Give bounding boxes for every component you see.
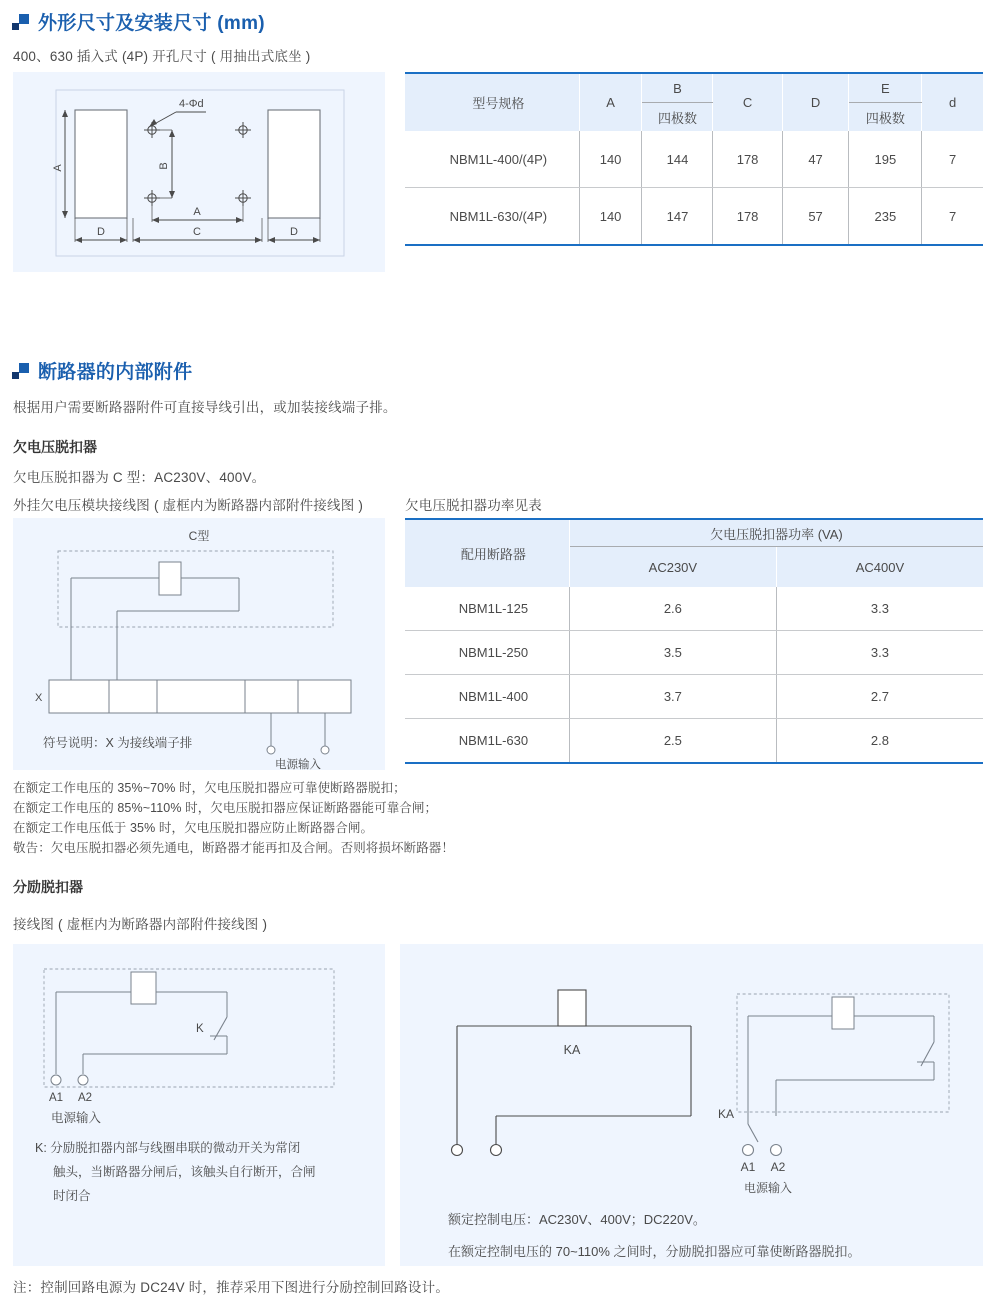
power-input-label: 电源输入 [744, 1181, 793, 1195]
note-line: 敬告：欠电压脱扣器必须先通电，断路器才能再扣及合闸。否则将损坏断路器！ [13, 841, 455, 855]
power-input-label: 电源输入 [51, 1111, 102, 1125]
undervoltage-wiring-diagram [13, 518, 385, 770]
diagram-type-label: C型 [188, 529, 210, 543]
cell-ac400: 2.7 [776, 675, 983, 719]
th-C: C [713, 73, 782, 131]
table-row [405, 719, 983, 764]
square-bullet-icon [12, 363, 29, 379]
coil-label-KA: KA [563, 1043, 581, 1057]
dim-label-B: B [158, 162, 170, 170]
th-model: 型号规格 [405, 73, 579, 131]
cell-breaker: NBM1L-125 [405, 587, 569, 631]
dim-label-C: C [193, 226, 201, 238]
note-line: 在额定工作电压低于 35% 时，欠电压脱扣器应防止断路器合闸。 [13, 821, 374, 835]
cell-breaker: NBM1L-630 [405, 719, 569, 764]
shunt-right-wiring-panel [400, 944, 983, 1266]
cell-ac230: 3.7 [569, 675, 776, 719]
cell-E: 195 [849, 131, 922, 188]
shunt-left-wiring-panel [13, 944, 385, 1266]
th-D: D [782, 73, 849, 131]
cell-B: 144 [642, 131, 713, 188]
th-ac230: AC230V [569, 547, 776, 588]
table-header-row [405, 519, 983, 547]
th-E: E [849, 73, 922, 103]
undervoltage-power-table [405, 518, 983, 764]
terminal-strip-symbol: X [35, 692, 43, 704]
power-input-label: 电源输入 [275, 759, 321, 770]
th-ac400: AC400V [855, 559, 905, 575]
cell-A: 140 [579, 131, 642, 188]
mounting-hole-drawing [13, 72, 385, 272]
shunt-note-line: 触头，当断路器分闸后，该触头自行断开，合闸 [53, 1165, 316, 1179]
cell-A: 140 [579, 188, 642, 246]
table-header-row [405, 73, 983, 103]
table-row [405, 587, 983, 631]
cell-ac400: 2.8 [776, 719, 983, 764]
symbol-legend: 符号说明：X 为接线端子排 [43, 736, 193, 750]
square-bullet-icon [12, 14, 29, 30]
shunt-right-note-line: 额定控制电压：AC230V、400V；DC220V。 [448, 1212, 706, 1227]
cell-ac230: 2.6 [569, 587, 776, 631]
accessories-intro: 根据用户需要断路器附件可直接导线引出，或加装接线端子排。 [13, 400, 397, 415]
shunt-note-line: 时闭合 [53, 1189, 91, 1203]
shunt-diagram-caption: 接线图 ( 虚框内为断路器内部附件接线图 ) [13, 917, 268, 932]
shunt-right-wiring-diagram [400, 944, 983, 1266]
section-title-text: 断路器的内部附件 [38, 362, 193, 383]
th-d: d [922, 73, 983, 131]
cell-ac400: 3.3 [776, 631, 983, 675]
th-A: A [579, 73, 642, 131]
table-row [405, 131, 983, 188]
th-power-group: 欠电压脱扣器功率 (VA) [569, 519, 983, 547]
terminal-label-A2: A2 [770, 1160, 786, 1174]
terminal-label-A2: A2 [77, 1092, 93, 1104]
undervoltage-power-table-wrapper [405, 518, 983, 764]
cell-model: NBM1L-400/(4P) [405, 131, 579, 188]
cell-d: 7 [922, 131, 983, 188]
cell-E: 235 [849, 188, 922, 246]
th-E-sub: 四极数 [849, 103, 922, 132]
footer-note: 注：控制回路电源为 DC24V 时，推荐采用下图进行分励控制回路设计。 [13, 1280, 450, 1295]
undervoltage-wiring-panel [13, 518, 385, 770]
cell-C: 178 [713, 188, 782, 246]
cell-breaker: NBM1L-250 [405, 631, 569, 675]
table-row [405, 631, 983, 675]
cell-breaker: NBM1L-400 [405, 675, 569, 719]
dimensions-subtitle: 400、630 插入式 (4P) 开孔尺寸 ( 用抽出式底坐 ) [13, 49, 311, 64]
cell-model: NBM1L-630/(4P) [405, 188, 579, 246]
cell-ac400: 3.3 [776, 587, 983, 631]
dim-label-A-vertical: A [52, 164, 64, 172]
shunt-right-note-line: 在额定控制电压的 70~110% 之间时，分励脱扣器应可靠使断路器脱扣。 [448, 1244, 861, 1259]
th-breaker: 配用断路器 [405, 519, 569, 587]
shunt-title: 分励脱扣器 [13, 879, 83, 895]
section-title-text: 外形尺寸及安装尺寸 (mm) [38, 13, 265, 34]
shunt-note-line: K: 分励脱扣器内部与线圈串联的微动开关为常闭 [35, 1141, 301, 1155]
note-line: 在额定工作电压的 35%~70% 时，欠电压脱扣器应可靠使断路器脱扣； [13, 781, 406, 795]
note-line: 在额定工作电压的 85%~110% 时，欠电压脱扣器应保证断路器能可靠合闸； [13, 801, 438, 815]
dim-label-D-left: D [97, 226, 105, 238]
cell-D: 57 [782, 188, 849, 246]
cell-D: 47 [782, 131, 849, 188]
table-row [405, 188, 983, 246]
undervoltage-notes [13, 778, 613, 858]
dim-label-D-right: D [290, 226, 298, 238]
mounting-dimension-figure-panel [13, 72, 385, 272]
undervoltage-diagram-caption: 外挂欠电压模块接线图 ( 虚框内为断路器内部附件接线图 ) [13, 498, 364, 513]
th-B-sub: 四极数 [642, 103, 713, 132]
section-heading-dimensions [12, 8, 265, 35]
switch-label-K: K [196, 1023, 204, 1035]
terminal-label-A1: A1 [48, 1092, 64, 1104]
cell-B: 147 [642, 188, 713, 246]
dimension-table-wrapper [405, 72, 983, 246]
table-row [405, 675, 983, 719]
dim-label-4-phi-d: 4-Φd [179, 98, 204, 110]
shunt-left-wiring-diagram [13, 944, 385, 1266]
undervoltage-title: 欠电压脱扣器 [13, 439, 97, 455]
undervoltage-desc: 欠电压脱扣器为 C 型：AC230V、400V。 [13, 470, 266, 485]
section-heading-internal-accessories [12, 357, 192, 384]
contact-label-KA: KA [718, 1107, 735, 1121]
undervoltage-table-caption: 欠电压脱扣器功率见表 [405, 498, 542, 513]
cell-ac230: 3.5 [569, 631, 776, 675]
cell-d: 7 [922, 188, 983, 246]
th-B: B [642, 73, 713, 103]
dimension-table [405, 72, 983, 246]
terminal-label-A1: A1 [740, 1160, 756, 1174]
dim-label-A-horizontal: A [193, 206, 201, 218]
cell-ac230: 2.5 [569, 719, 776, 764]
cell-C: 178 [713, 131, 782, 188]
